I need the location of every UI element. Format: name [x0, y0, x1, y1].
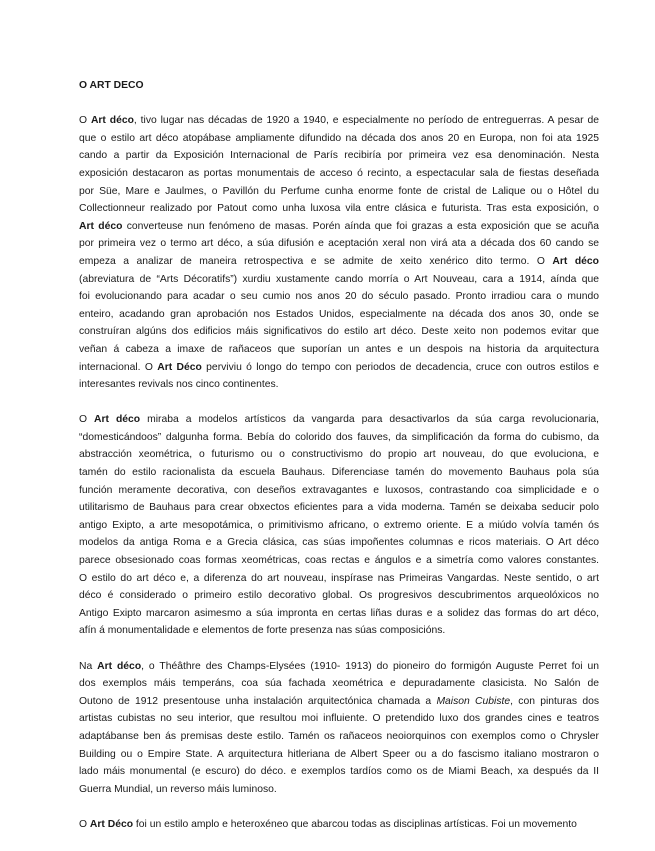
text-run: O estilo do art déco e, a diferenza do art nouveau, inspírase nas Primeiras Vangardas. Neste sentido, o art	[79, 572, 599, 584]
text-line	[79, 675, 599, 693]
text-line	[79, 376, 599, 394]
text-run: artistas cubistas no seu interior, que resultou moi influiente. O pretendido luxo dos grandes cines e teatros	[79, 713, 599, 725]
text-run: abstracción xeométrica, o futurismo ou o constructivismo do propio art nouveau, do que evoluciona, e	[79, 449, 599, 461]
text-line	[79, 323, 599, 341]
text-line	[79, 781, 599, 799]
text-run: construíran algúns dos edificios máis significativos do estilo art déco. Deste xeito non podemos evitar que	[79, 326, 599, 338]
text-run: que o estilo art déco atopábase ampliamente difundido na década dos anos 20 en Europa, non foi ata 1925	[79, 132, 599, 144]
italic-run: Maison Cubiste	[436, 695, 511, 707]
text-line	[79, 482, 599, 500]
bold-run: Art déco	[90, 115, 134, 127]
text-run: Building ou o Empire State. A arquitectura hitleriana de Albert Speer ou a do fascismo italiano mostraron o	[79, 748, 599, 760]
text-run: Outono de 1912 presentouse unha instalación arquitectónica chamada a	[79, 695, 437, 707]
text-run: O	[79, 818, 90, 830]
text-run: miraba a modelos artísticos da vangarda para desactivarlos da súa carga revolucionaria,	[140, 414, 599, 426]
text-run: adaptábanse ben ás premisas deste estilo. Tamén os rañaceos neoiorquinos con exemplos como o Chrysler	[79, 730, 599, 742]
paragraph	[79, 411, 599, 640]
paragraph	[79, 658, 599, 799]
text-run: tamén do estilo racionalista da escuela Bauhaus. Diferenciase tamén do movemento Bauhaus pola súa	[79, 467, 599, 479]
text-run: internacional. O	[79, 361, 158, 373]
text-line	[79, 411, 599, 429]
text-line	[79, 429, 599, 447]
text-line	[79, 165, 599, 183]
text-line	[79, 464, 599, 482]
bold-run: Art déco	[552, 255, 599, 267]
text-line	[79, 341, 599, 359]
bold-run: Art déco	[94, 414, 141, 426]
text-run: función meramente decorativa, con deseños extravagantes e luxosos, contrastando coa simplicidade e o	[79, 484, 599, 496]
text-line	[79, 499, 599, 517]
text-run: Collectionneur realizado por Patout como unha luxosa vila entre clásica e futurista. Tras esta exposición, o	[79, 203, 599, 215]
text-line	[79, 816, 599, 834]
text-run: “domesticándoos” dalgunha forma. Bebía do colorido dos fauves, da simplificación da forma do cubismo, da	[79, 431, 599, 443]
text-line	[79, 359, 599, 377]
text-line	[79, 306, 599, 324]
text-line	[79, 658, 599, 676]
text-run: perviviu ó longo do tempo con periodos de decadencia, cruce con outros estilos e	[201, 361, 599, 373]
text-line	[79, 288, 599, 306]
text-line	[79, 446, 599, 464]
text-run: Guerra Mundial, un reverso máis luminoso.	[79, 783, 277, 795]
paragraph	[79, 816, 599, 834]
text-run: exposición destacaron as portas monumentais de acceso ó recinto, a espectacular sala de fiestas deseñada	[79, 167, 599, 179]
text-run: parece obsesionado coas formas xeométricas, coas rectas e ángulos e a simetría como valores constantes.	[79, 555, 599, 567]
text-run: Na	[79, 660, 98, 672]
text-line	[79, 130, 599, 148]
text-run: foi evolucionando para acadar o seu cumio nos anos 20 do século pasado. Pronto irradiou cara o mundo	[79, 291, 599, 303]
text-line	[79, 728, 599, 746]
text-run: utilitarismo de Bauhaus para crear obxectos eficientes para a vida moderna. Tamén se deixaba seducir polo	[79, 502, 599, 514]
text-line	[79, 147, 599, 165]
text-line	[79, 763, 599, 781]
bold-run: Art Déco	[89, 818, 134, 830]
text-line	[79, 746, 599, 764]
bold-run: Art déco	[97, 660, 142, 672]
text-run: dos exemplos máis temperáns, coa súa fachada xeométrica e depuradamente clasicista. No Salón de	[79, 678, 599, 690]
document-body	[79, 77, 599, 851]
text-run: lado máis monumental (e escuro) do déco. e exemplos tardíos como os de Miami Beach, xa después da II	[79, 766, 599, 778]
text-line	[79, 517, 599, 535]
text-line	[79, 235, 599, 253]
text-line	[79, 534, 599, 552]
text-run: modelos da antiga Roma e a Grecia clásica, cas súas impoñentes columnas e ricos materiais. O Art déco	[79, 537, 599, 549]
text-line	[79, 605, 599, 623]
text-line	[79, 218, 599, 236]
text-line	[79, 622, 599, 640]
text-line	[79, 587, 599, 605]
text-run: , con pinturas dos	[510, 695, 599, 707]
text-run: por primeira vez o termo art déco, a súa difusión e aceptación xeral non virá ata a década dos 60 cando se	[79, 238, 599, 250]
text-run: antigo Exipto, a arte mesopotámica, o primitivismo africano, o extremo oriente. E a miúdo volvía tamén ós	[79, 519, 599, 531]
text-run: empeza a analizar de maneira retrospectiva e se admite de xeito xenérico dito termo. O	[79, 255, 553, 267]
text-run: veñan á cabeza a imaxe de rañaceos que suporían un antes e un despois na historia da arquitectura	[79, 343, 599, 355]
text-run: O	[79, 414, 95, 426]
text-line	[79, 710, 599, 728]
text-run: converteuse nun fenómeno de masas. Porén aínda que foi grazas a esta exposición que se acuña	[122, 220, 599, 232]
text-line	[79, 112, 599, 130]
paragraph	[79, 112, 599, 394]
text-run: , tivo lugar nas décadas de 1920 a 1940, e especialmente no período de entreguerras. A pesar de	[133, 115, 599, 127]
document-title: O ART DECO	[79, 80, 144, 91]
text-line	[79, 183, 599, 201]
text-run: por Süe, Mare e Jaulmes, o Pavillón du Perfume cunha enorme fonte de cristal de Lalique ou o Hôtel du	[79, 185, 599, 197]
bold-run: Art Déco	[157, 361, 202, 373]
text-run: O	[79, 115, 91, 127]
text-run: , o Théâthre des Champs-Elysées (1910- 1913) do pioneiro do formigón Auguste Perret foi un	[141, 660, 599, 672]
text-run: (abreviatura de “Arts Décoratifs”) xurdiu xustamente cando morría o Art Nouveau, cara a 1914, aínda que	[79, 273, 599, 285]
text-line	[79, 253, 599, 271]
text-line	[79, 570, 599, 588]
text-run: déco é considerado o primeiro estilo decorativo global. Os progresivos descubrimentos arqueolóxicos no	[79, 590, 599, 602]
text-run: afín á monumentalidade e elementos de forte presenza nas súas composicións.	[79, 625, 446, 637]
text-line	[79, 200, 599, 218]
paragraph-list	[79, 112, 599, 833]
text-line	[79, 552, 599, 570]
text-line	[79, 693, 599, 711]
text-run: enteiro, acadando gran aprobación nos Estados Unidos, especialmente na década dos anos 30, onde se	[79, 308, 599, 320]
text-line	[79, 271, 599, 289]
text-run: cando a partir da Exposición Internacional de París recibiría por primeira vez esa denominación. Nesta	[79, 150, 599, 162]
text-run: foi un estilo amplo e heteroxéneo que abarcou todas as disciplinas artísticas. Foi un movemento	[133, 818, 577, 830]
text-run: interesantes revivals nos cinco continentes.	[79, 379, 279, 391]
bold-run: Art déco	[79, 220, 123, 232]
text-run: Antigo Exipto marcaron asimesmo a súa impronta en certas liñas duras e a solidez das formas do art déco,	[79, 607, 599, 619]
